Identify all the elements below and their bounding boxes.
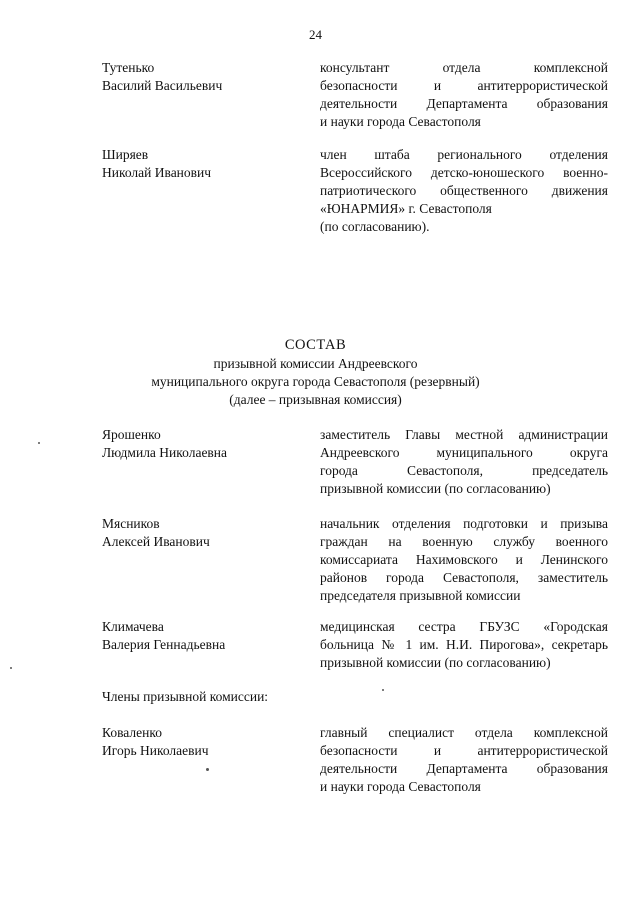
person-role — [320, 724, 608, 796]
role-line: начальник отделения подготовки и призыва — [320, 516, 608, 531]
role-line: «ЮНАРМИЯ» г. Севастополя — [320, 201, 492, 216]
person-name — [102, 146, 302, 182]
given-names: Василий Васильевич — [102, 78, 223, 93]
surname: Ярошенко — [102, 427, 161, 442]
role-line: член штаба регионального отделения — [320, 147, 608, 162]
scan-speck — [206, 768, 209, 771]
role-line: призывной комиссии (по согласованию) — [320, 481, 551, 496]
scan-speck — [38, 442, 40, 444]
person-role — [320, 59, 608, 131]
person-role — [320, 426, 608, 498]
person-role — [320, 146, 608, 236]
role-line: деятельности Департамента образования — [320, 761, 608, 776]
page-number: 24 — [309, 27, 322, 42]
role-line: комиссариата Нахимовского и Ленинского — [320, 552, 608, 567]
role-line: Андреевского муниципального округа — [320, 445, 608, 460]
person-name — [102, 618, 302, 654]
role-line: председателя призывной комиссии — [320, 588, 521, 603]
section-subtitle: муниципального округа города Севастополя (резервный) — [151, 374, 480, 389]
role-line: деятельности Департамента образования — [320, 96, 608, 111]
section-subtitle: (далее – призывная комиссия) — [229, 392, 402, 407]
scan-speck — [10, 667, 12, 669]
surname: Коваленко — [102, 725, 162, 740]
members-label: Члены призывной комиссии: — [102, 689, 269, 704]
role-line: районов города Севастополя, заместитель — [320, 570, 608, 585]
role-line: города Севастополя, председатель — [320, 463, 608, 478]
given-names: Алексей Иванович — [102, 534, 210, 549]
person-role — [320, 515, 608, 605]
given-names: Людмила Николаевна — [102, 445, 228, 460]
surname: Мясников — [102, 516, 160, 531]
role-line: больница № 1 им. Н.И. Пирогова», секретарь — [320, 637, 608, 652]
scan-speck — [382, 689, 384, 691]
given-names: Игорь Николаевич — [102, 743, 209, 758]
given-names: Николай Иванович — [102, 165, 212, 180]
section-subtitle: призывной комиссии Андреевского — [213, 356, 418, 371]
person-name — [102, 59, 302, 95]
given-names: Валерия Геннадьевна — [102, 637, 226, 652]
role-line: медицинская сестра ГБУЗС «Городская — [320, 619, 608, 634]
role-line: консультант отдела комплексной — [320, 60, 608, 75]
role-line: заместитель Главы местной администрации — [320, 427, 608, 442]
role-line: и науки города Севастополя — [320, 114, 481, 129]
role-line: безопасности и антитеррористической — [320, 78, 608, 93]
section-title: СОСТАВ — [284, 337, 347, 353]
role-line: безопасности и антитеррористической — [320, 743, 608, 758]
person-role — [320, 618, 608, 672]
person-name — [102, 426, 302, 462]
role-line: главный специалист отдела комплексной — [320, 725, 608, 740]
role-line: граждан на военную службу военного — [320, 534, 608, 549]
role-line: патриотического общественного движения — [320, 183, 608, 198]
surname: Климачева — [102, 619, 164, 634]
role-line: призывной комиссии (по согласованию) — [320, 655, 551, 670]
surname: Тутенько — [102, 60, 155, 75]
role-line: и науки города Севастополя — [320, 779, 481, 794]
surname: Ширяев — [102, 147, 149, 162]
role-line: Всероссийского детско-юношеского военно- — [320, 165, 608, 180]
person-name — [102, 724, 302, 760]
person-name — [102, 515, 302, 551]
role-line: (по согласованию). — [320, 219, 430, 234]
